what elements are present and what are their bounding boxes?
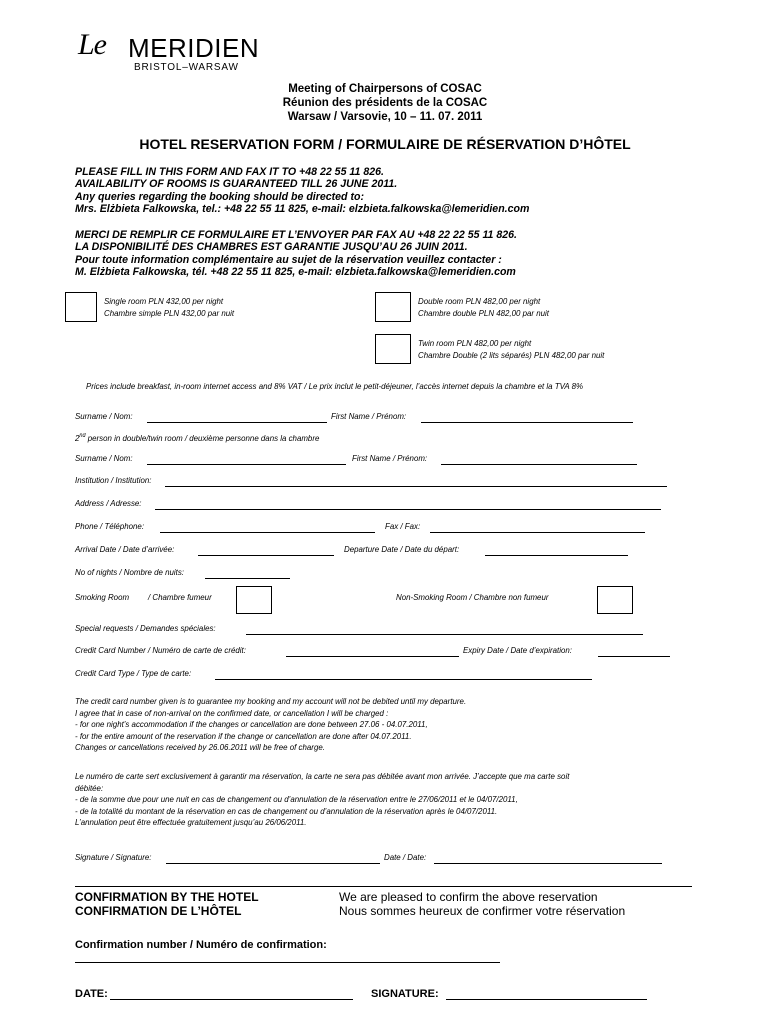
phone-label: Phone / Téléphone: [75, 521, 145, 531]
terms-line: - for one night’s accommodation if the changes or cancellation are done between 27.06 - 04.07.2011, [75, 719, 428, 729]
instructions-fr [75, 229, 517, 278]
single-room-en: Single room PLN 432,00 per night [104, 296, 224, 306]
prices-note: Prices include breakfast, in-room internet access and 8% VAT / Le prix inclut le petit-déjeuner, l’accès internet depuis la chambre et la TVA 8% [86, 381, 584, 391]
twin-room-en: Twin room PLN 482,00 per night [418, 338, 532, 348]
double-room-label [418, 295, 549, 319]
twin-room-label [418, 337, 604, 361]
form-title: HOTEL RESERVATION FORM / FORMULAIRE DE RÉSERVATION D’HÔTEL [139, 136, 631, 152]
terms-line: débitée: [75, 782, 104, 793]
logo-subtitle: BRISTOL–WARSAW [134, 62, 239, 73]
cc-type-label: Credit Card Type / Type de carte: [75, 668, 192, 678]
address-field[interactable] [155, 509, 661, 510]
confirmation-message [339, 890, 625, 918]
instruction-line: AVAILABILITY OF ROOMS IS GUARANTEED TILL 26 JUNE 2011. [75, 178, 398, 191]
second-person-label: 2nd person in double/twin room / deuxième personne dans la chambre [75, 433, 320, 443]
nights-label: No of nights / Nombre de nuits: [75, 567, 184, 577]
first-name-field[interactable] [421, 422, 633, 423]
expiry-label: Expiry Date / Date d’expiration: [463, 645, 572, 655]
fax-field[interactable] [430, 532, 645, 533]
surname-label: Surname / Nom: [75, 411, 133, 421]
instruction-line: PLEASE FILL IN THIS FORM AND FAX IT TO +48 22 55 11 826. [75, 166, 384, 178]
terms-line: - for the entire amount of the reservation if the change or cancellation are done after 04.07.2011. [75, 730, 412, 741]
logo-meridien: MERIDIEN [128, 33, 260, 63]
terms-line: Le numéro de carte sert exclusivement à garantir ma réservation, la carte ne sera pas débitée avant mon arrivée. J’accepte que ma carte soit [75, 771, 570, 781]
signature-field[interactable] [166, 863, 380, 864]
date-field[interactable] [434, 863, 662, 864]
surname2-field[interactable] [147, 464, 346, 465]
first-name2-field[interactable] [441, 464, 637, 465]
non-smoking-checkbox[interactable] [597, 586, 633, 614]
signature-label: Signature / Signature: [75, 852, 152, 862]
confirmation-number-field[interactable] [75, 962, 500, 963]
instruction-line: MERCI DE REMPLIR CE FORMULAIRE ET L’ENVOYER PAR FAX AU +48 22 22 55 11 826. [75, 229, 518, 241]
date-label: Date / Date: [384, 852, 427, 862]
arrival-label: Arrival Date / Date d’arrivée: [75, 544, 175, 554]
fax-label: Fax / Fax: [385, 521, 421, 531]
special-requests-label: Special requests / Demandes spéciales: [75, 623, 216, 633]
confirmation-date-label: DATE: [75, 988, 108, 1000]
confirmation-msg-fr: Nous sommes heureux de confirmer votre réservation [339, 904, 626, 918]
meeting-line: Réunion des présidents de la COSAC [282, 97, 488, 109]
terms-en [75, 696, 466, 754]
arrival-field[interactable] [198, 555, 334, 556]
first-name-label: First Name / Prénom: [331, 411, 407, 421]
phone-field[interactable] [160, 532, 375, 533]
cc-number-label: Credit Card Number / Numéro de carte de crédit: [75, 645, 246, 655]
confirmation-signature-field[interactable] [446, 999, 647, 1000]
section-divider [75, 886, 692, 887]
meeting-line: Warsaw / Varsovie, 10 – 11. 07. 2011 [287, 111, 483, 123]
terms-line: L’annulation peut être effectuée gratuitement jusqu’au 26/06/2011. [75, 817, 307, 827]
special-requests-field[interactable] [246, 634, 643, 635]
terms-fr [75, 771, 569, 829]
confirmation-signature-label: SIGNATURE: [371, 988, 439, 1000]
ordinal-suffix: nd [79, 433, 86, 440]
instruction-line: LA DISPONIBILITÉ DES CHAMBRES EST GARANTIE JUSQU’AU 26 JUIN 2011. [75, 241, 468, 254]
institution-label: Institution / Institution: [75, 475, 152, 485]
institution-field[interactable] [165, 486, 667, 487]
cc-number-field[interactable] [286, 656, 459, 657]
instruction-line: Mrs. Elżbieta Falkowska, tel.: +48 22 55 11 825, e-mail: elzbieta.falkowska@lemeridien.com [75, 202, 530, 215]
instructions-en [75, 166, 529, 215]
non-smoking-label: Non-Smoking Room / Chambre non fumeur [396, 592, 549, 602]
double-room-fr: Chambre double PLN 482,00 par nuit [418, 308, 549, 318]
meeting-header [0, 82, 770, 124]
surname-field[interactable] [147, 422, 327, 423]
single-room-fr: Chambre simple PLN 432,00 par nuit [104, 308, 235, 318]
address-label: Address / Adresse: [75, 498, 142, 508]
double-room-en: Double room PLN 482,00 per night [418, 296, 541, 306]
nights-field[interactable] [205, 578, 290, 579]
twin-room-checkbox[interactable] [375, 334, 411, 364]
smoking-label: Smoking Room [75, 592, 130, 602]
confirmation-number-label [75, 939, 327, 951]
instruction-line: Any queries regarding the booking should be directed to: [75, 190, 365, 203]
smoking-checkbox[interactable] [236, 586, 272, 614]
single-room-checkbox[interactable] [65, 292, 97, 322]
confirmation-title-en: CONFIRMATION BY THE HOTEL [75, 890, 259, 904]
terms-line: The credit card number given is to guarantee my booking and my account will not be debited until my departure. [75, 696, 467, 706]
confirmation-msg-en: We are pleased to confirm the above reservation [339, 890, 598, 904]
smoking-label-fr: / Chambre fumeur [148, 592, 212, 602]
first-name2-label: First Name / Prénom: [352, 453, 428, 463]
single-room-label [104, 295, 234, 319]
confirmation-title-fr: CONFIRMATION DE L’HÔTEL [75, 904, 242, 918]
cc-type-field[interactable] [215, 679, 592, 680]
terms-line: - de la totalité du montant de la réservation en cas de changement ou d’annulation de la réservation après le 04/07/2011. [75, 805, 498, 816]
confirmation-date-field[interactable] [110, 999, 353, 1000]
expiry-field[interactable] [598, 656, 670, 657]
meeting-line: Meeting of Chairpersons of COSAC [288, 83, 482, 95]
departure-label: Departure Date / Date du départ: [344, 544, 460, 554]
confirmation-number-text: Confirmation number / Numéro de confirmation: [75, 939, 327, 951]
surname2-label: Surname / Nom: [75, 453, 133, 463]
double-room-checkbox[interactable] [375, 292, 411, 322]
twin-room-fr: Chambre Double (2 lits séparés) PLN 482,00 par nuit [418, 350, 605, 360]
terms-line: - de la somme due pour une nuit en cas de changement ou d’annulation de la réservation entre le 27/06/2011 et le 04/07/2011, [75, 794, 518, 804]
departure-field[interactable] [485, 555, 628, 556]
logo-le: Le [78, 28, 106, 61]
terms-line: I agree that in case of non-arrival on the confirmed date, or cancellation I will be charged : [75, 707, 389, 718]
instruction-line: Pour toute information complémentaire au sujet de la réservation veuillez contacter : [75, 253, 502, 266]
confirmation-title [75, 890, 259, 918]
instruction-line: M. Elżbieta Falkowska, tél. +48 22 55 11 825, e-mail: elzbieta.falkowska@lemeridien.com [75, 265, 516, 278]
terms-line: Changes or cancellations received by 26.06.2011 will be free of charge. [75, 742, 325, 752]
